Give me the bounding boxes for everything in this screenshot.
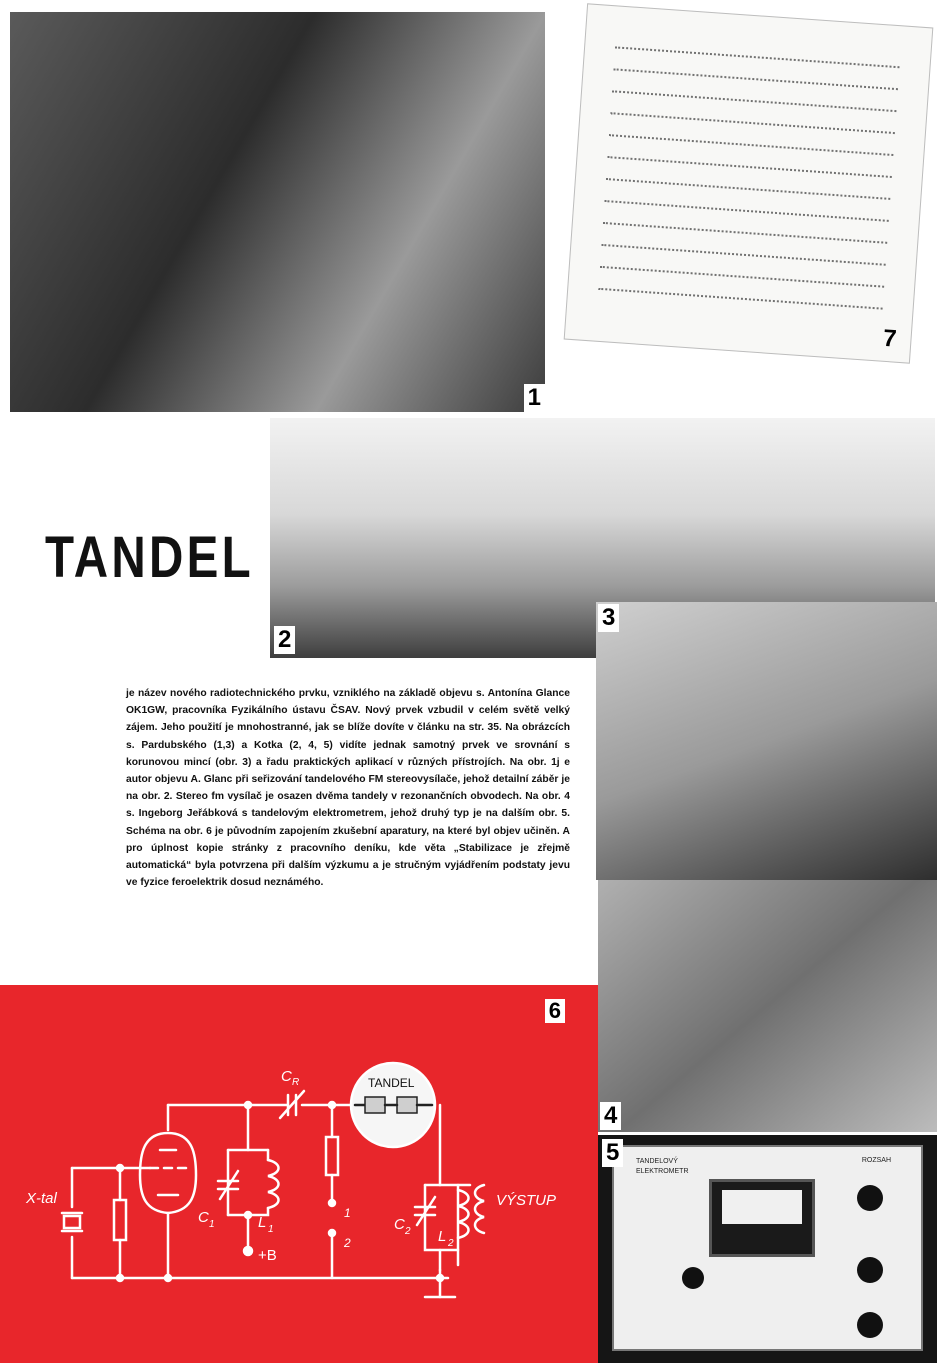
c2-label: C bbox=[394, 1216, 405, 1233]
photo-3-tandel-with-coin bbox=[596, 602, 937, 880]
photo-1-glanc-at-transmitter bbox=[10, 12, 545, 412]
c1-label: C bbox=[198, 1209, 209, 1226]
photo-7-notebook-page bbox=[564, 3, 934, 363]
article-body: je název nového radiotechnického prvku, vzniklého na základě objevu s. Antonína Glance OK1GW, pracovníka Fyzikálního ústavu ČSAV. Nový prvek vzbudil v celém světě velký zájem. Jeho použití je mnohostranné, jak se blíže dovíte v článku na str. 35. Na obrázcích s. Pardubského (1,3) a Kotka (2, 4, 5) vidíte jednak samotný prvek ve srovnání s korunovou mincí (obr. 3) a řadu praktických aplikací v různých přístrojích. Na obr. 1j e autor objevu A. Glanc při seřizování tandelového FM stereovysílače, jehož detailní záběr je na obr. 2. Stereo fm vysílač je osazen dvěma tandely v rezonančních obvodech. Na obr. 4 s. Ingeborg Jeřábková s tandelovým elektrometrem, jehož druhý typ je na dalším obr. 5. Schéma na obr. 6 je původním zapojením zkušební aparatury, na které byl objev učiněn. A pro úplnost kopie stránky z pracovního deníku, kde věta „Stabilizace je zřejmě automatická“ byla potvrzena při dalším výzkumu a je stručným vyjádřením podstaty jevu ve fyzice feroelektrik dosud neznámého. bbox=[126, 688, 570, 889]
output-coil bbox=[475, 1185, 484, 1233]
cr-label: C bbox=[281, 1068, 292, 1085]
zero-knob bbox=[857, 1312, 883, 1338]
output-label: VÝSTUP bbox=[496, 1192, 557, 1209]
circuit-schematic bbox=[0, 985, 598, 1363]
figure-number-7: 7 bbox=[882, 324, 898, 353]
l1-label: L bbox=[258, 1214, 267, 1231]
photo-4-electrometer-operator bbox=[598, 880, 937, 1132]
supply-label: +B bbox=[258, 1247, 277, 1264]
electrometer-title: TANDELOVÝ ELEKTROMETR bbox=[636, 1158, 689, 1175]
c2-subscript: 2 bbox=[405, 1226, 411, 1237]
switch-pos-2: 2 bbox=[344, 1236, 351, 1250]
cr-subscript: R bbox=[292, 1077, 300, 1088]
electrometer-range-label: ROZSAH bbox=[861, 1157, 891, 1164]
figure-number-6: 6 bbox=[545, 999, 565, 1023]
sensitivity-knob bbox=[857, 1257, 883, 1283]
electrometer-front-panel bbox=[612, 1145, 923, 1351]
crystal-label: X-tal bbox=[26, 1190, 57, 1207]
schematic-panel bbox=[0, 985, 598, 1363]
left-knob bbox=[682, 1267, 704, 1289]
figure-number-4: 4 bbox=[600, 1102, 621, 1130]
l2-label: L bbox=[438, 1228, 447, 1245]
figure-number-5: 5 bbox=[602, 1139, 623, 1167]
c1-subscript: 1 bbox=[209, 1219, 215, 1230]
vacuum-tube-symbol bbox=[140, 1133, 196, 1213]
figure-number-3: 3 bbox=[598, 604, 619, 632]
figure-number-2: 2 bbox=[274, 626, 295, 654]
coil-l2 bbox=[458, 1190, 469, 1238]
l1-subscript: 1 bbox=[268, 1224, 274, 1235]
range-knob bbox=[857, 1185, 883, 1211]
l2-subscript: 2 bbox=[448, 1238, 454, 1249]
figure-number-1: 1 bbox=[524, 384, 545, 412]
coil-l1 bbox=[268, 1160, 279, 1208]
switch-pos-1: 1 bbox=[344, 1206, 351, 1220]
photo-5-tandel-electrometer bbox=[598, 1135, 937, 1363]
electrometer-meter bbox=[709, 1179, 815, 1257]
tandel-label: TANDEL bbox=[368, 1076, 415, 1090]
article-title: TANDEL bbox=[45, 525, 255, 590]
